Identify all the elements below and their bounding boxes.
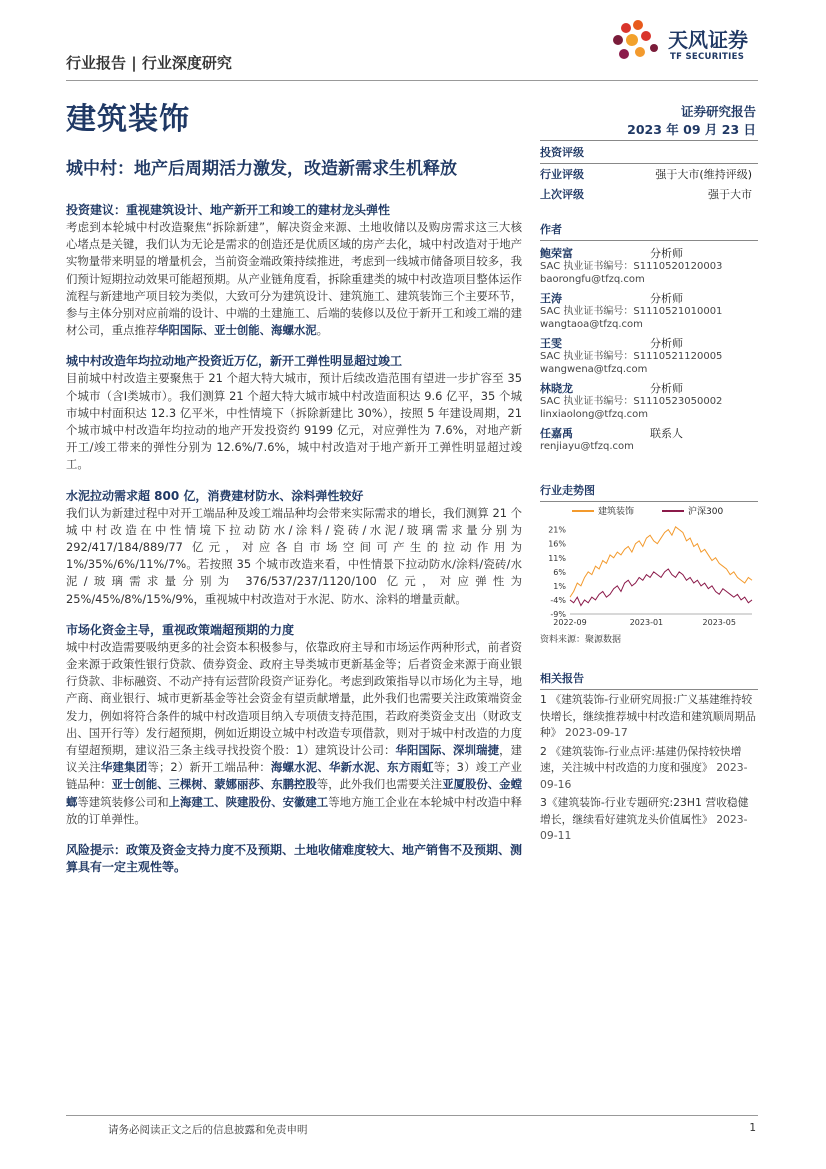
author-cert: SAC 执业证书编号：S1110523050002 [540,396,723,407]
section-heading: 市场化资金主导，重视政策端超预期的力度 [66,622,295,637]
report-type: 行业报告 | 行业深度研究 [66,54,232,72]
y-tick-label: 11% [548,553,566,563]
logo-text-cn: 天风证券 [668,28,748,52]
author-role: 分析师 [650,337,683,350]
section-investment-scale [66,353,522,473]
related-report-item[interactable]: 3《建筑装饰-行业专题研究:23H1 营收稳健增长，继续看好建筑龙头价值属性》 2023-09-11 [540,796,749,842]
x-tick-label: 2023-01 [629,618,664,627]
author-role: 分析师 [650,247,683,260]
main-body [66,202,522,890]
y-tick-label: 1% [553,581,566,591]
author-role: 分析师 [650,292,683,305]
chart-source: 资料来源：聚源数据 [540,635,622,645]
section-risk [66,842,522,876]
section-building-materials [66,488,522,608]
author-email[interactable]: baorongfu@tfzq.com [540,274,645,285]
rating-value: 强于大市(维持评级) [655,168,752,181]
author-entry [540,337,758,376]
page-number: 1 [749,1122,756,1134]
section-text: 考虑到本轮城中村改造聚焦“拆除新建”，解决资金来源、土地收储以及购房需求这三大核心堵点是关键，我们认为无论是需求的创造还是优质区域的房产去化，城中村改造对于地产实物量带来明显的增量机会，当前资金端政策持续推进，考虑到一线城市储备项目较多，我们预计短期拉动效果可能超预期。从产业链角度看，拆除重建类的城中村改造项目整体运作流程与新建地产项目较为类似，大致可分为建筑设计、建筑施工、建筑装饰三个主要环节，参与主体分别对应前端的设计、中端的土建施工、后端的装修以及位于新开工和竣工端的建材公司，重点推荐华阳国际、亚士创能、海螺水泥。 [66,220,522,338]
chart-heading: 行业走势图 [540,484,595,497]
footer-divider [66,1115,758,1116]
report-date: 2023 年 09 月 23 日 [627,122,756,137]
sidebar [540,140,758,845]
section-heading: 城中村改造年均拉动地产投资近万亿，新开工弹性明显超过竣工 [66,354,403,369]
related-heading: 相关报告 [540,672,584,685]
section-investment-advice [66,202,522,339]
y-tick-label: 21% [548,525,566,535]
x-tick-label: 2022-09 [553,618,587,627]
y-tick-label: 6% [553,567,566,577]
author-cert: SAC 执业证书编号：S1110520120003 [540,261,723,272]
rating-value: 强于大市 [708,188,752,201]
divider [540,240,758,241]
author-name: 王雯 [540,337,562,350]
author-entry [540,247,758,286]
legend-label: 沪深300 [688,507,724,517]
author-role: 联系人 [650,427,683,440]
rating-row [540,164,758,184]
y-tick-label: -9% [550,610,566,619]
industry-trend-chart [540,502,758,630]
section-text: 目前城中村改造主要聚焦于 21 个超大特大城市，预计后续改造范围有望进一步扩容至 35 个城市（含Ⅰ类城市）。我们测算 21 个超大特大城市城中村改造面积达 9.6 亿平，35 个城市城中村面积达 12.3 亿平米，中性情境下（拆除新建比 30%），按照 5 年建设周期，21 个城市城中村改造年均拉动的地产开发投资约 9199 亿元，对应弹性为 7.6%，对地产新开工/竣工带来的弹性分别为 12.6%/7.6%，城中村改造对于地产新开工弹性明显超过竣工。 [66,371,522,472]
rating-label: 上次评级 [540,188,584,201]
related-report-item[interactable]: 2 《建筑装饰-行业点评:基建仍保持较快增速，关注城中村改造的力度和强度》 2023-09-16 [540,744,748,791]
author-name: 王涛 [540,292,562,305]
related-report-item[interactable]: 1 《建筑装饰-行业研究周报:广义基建维持较快增长，继续推荐城中村改造和建筑顺周期品种》 2023-09-17 [540,693,756,739]
report-kind: 证券研究报告 [680,104,756,119]
sector-title: 建筑装饰 [66,102,190,137]
author-name: 任嘉禹 [540,427,573,440]
report-title: 城中村：地产后周期活力激发，改造新需求生机释放 [66,159,457,179]
header-divider [66,80,758,81]
section-text: 城中村改造需要吸纳更多的社会资本积极参与，依靠政府主导和市场运作两种形式，前者资金来源于政策性银行贷款、债券资金、政府主导类城市更新基金等；后者资金来源于商业银行贷款、非标融资、不动产持有运营阶段资产证券化。考虑到政策指导以市场化为主导，地产商、商业银行、城市更新基金等社会资金有望贡献增量，此外我们也需要关注政策端资金发力，例如将符合条件的城中村改造项目纳入专项债支持范围，若政府类资金支出（财政支出、国开行等）发行超预期，例如近期设立城中村改造专项借款，则对于城中村改造的力度有望超预期，建议沿三条主线寻找投资个股：1）建筑设计公司：华阳国际、深圳瑞捷，建议关注华建集团等；2）新开工端品种：海螺水泥、华新水泥、东方雨虹等；3）竣工产业链品种：亚士创能、三棵树、蒙娜丽莎、东鹏控股等，此外我们也需要关注亚厦股份、金螳螂等建筑装修公司和上海建工、陕建股份、安徽建工等地方施工企业在本轮城中村改造中释放的订单弹性。 [66,639,522,826]
authors-heading: 作者 [540,223,562,236]
author-entry [540,382,758,421]
series-line-建筑装饰 [570,527,752,597]
section-heading: 水泥拉动需求超 800 亿，消费建材防水、涂料弹性较好 [66,488,364,503]
section-text: 我们认为新建过程中对开工端品种及竣工端品种均会带来实际需求的增长，我们测算 21 个城中村改造在中性情境下拉动防水/涂料/瓷砖/水泥/玻璃需求量分别为 292/417/184/889/77 亿元，对应各自市场空间可产生的拉动作用为 1%/35%/6%/11%/7%。若按照 35 个城市改造来看，中性情景下拉动防水/涂料/瓷砖/水泥/玻璃需求量分别为 376/537/237/1120/100 亿元，对应弹性为 25%/45%/8%/15%/9%，重视城中村改造对于水泥、防水、涂料的增量贡献。 [66,505,522,606]
section-funding [66,622,522,828]
logo-text-en: TF SECURITIES [670,52,745,62]
author-role: 分析师 [650,382,683,395]
rating-label: 行业评级 [540,168,584,181]
y-tick-label: -4% [550,595,566,605]
author-cert: SAC 执业证书编号：S1110521120005 [540,351,723,362]
author-email[interactable]: renjiayu@tfzq.com [540,441,634,452]
rating-heading: 投资评级 [540,146,584,159]
author-email[interactable]: wangtaoa@tfzq.com [540,319,643,330]
author-name: 鲍荣富 [540,247,573,260]
rating-row [540,184,758,204]
series-line-沪深300 [570,569,752,606]
author-entry [540,427,758,453]
legend-label: 建筑装饰 [598,507,635,517]
section-heading: 风险提示：政策及资金支持力度不及预期、土地收储难度较大、地产销售不及预期、测算具有一定主观性等。 [66,843,523,875]
author-entry [540,292,758,331]
author-email[interactable]: linxiaolong@tfzq.com [540,409,648,420]
section-heading: 投资建议：重视建筑设计、地产新开工和竣工的建材龙头弹性 [66,203,391,217]
author-cert: SAC 执业证书编号：S1110521010001 [540,306,723,317]
chart-plot [540,502,758,630]
y-tick-label: 16% [548,539,566,549]
divider [540,689,758,690]
footer-disclaimer[interactable]: 请务必阅读正文之后的信息披露和免责申明 [108,1124,308,1136]
x-tick-label: 2023-05 [702,618,736,627]
author-email[interactable]: wangwena@tfzq.com [540,364,648,375]
author-name: 林晓龙 [540,382,573,395]
